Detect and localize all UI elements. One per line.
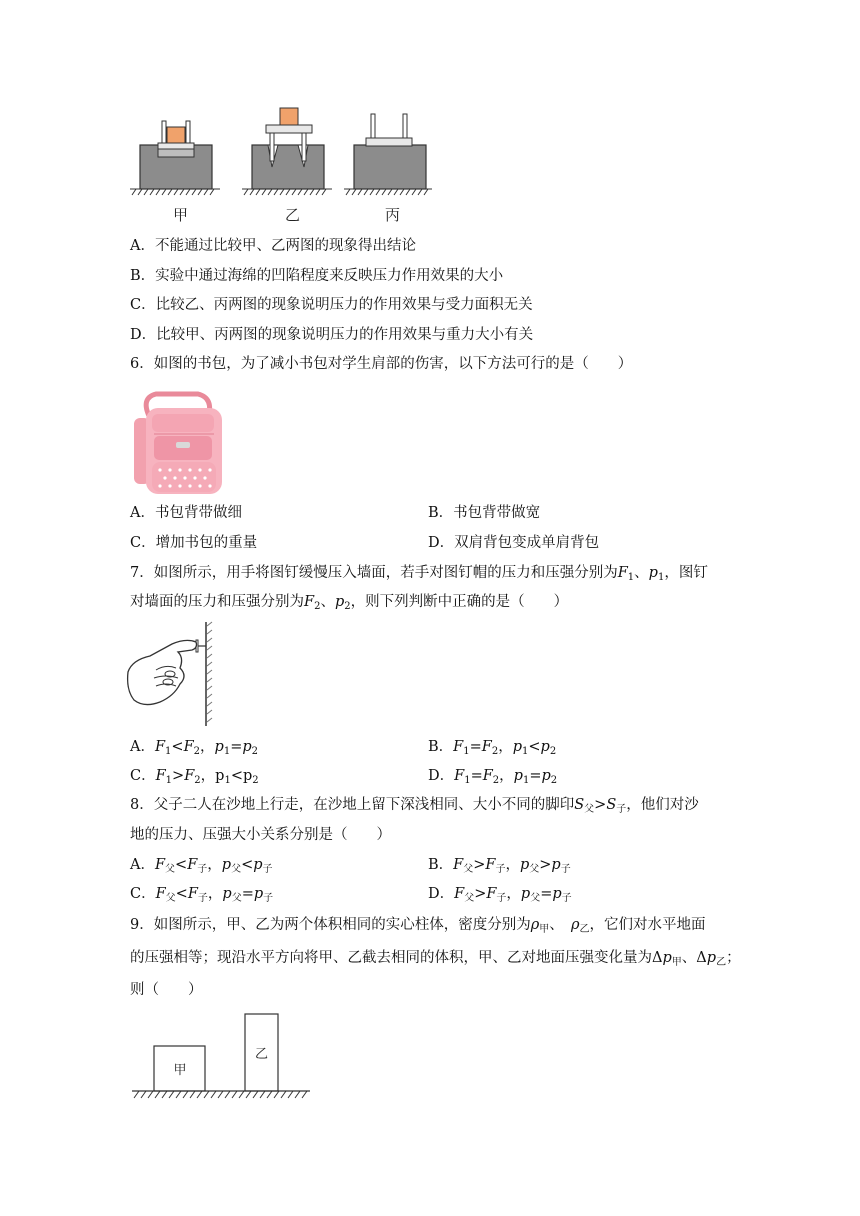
- q7-thumbtack-figure: [126, 620, 218, 730]
- q7-option-c: C．$F_1>F_2$，$p_1<p_2$: [130, 768, 259, 786]
- q9-label-jia: 甲: [173, 1063, 187, 1078]
- q7-stem-symbols-1: $F_1$、$p_1$: [617, 565, 665, 583]
- q7-stem-symbols-2: $F_2$、$p_2$: [304, 594, 351, 612]
- q9-stem-1b: ，它们对水平地面: [589, 917, 706, 933]
- q7-option-d: D．$F_1=F_2$，$p_1=p_2$: [428, 768, 558, 786]
- q5-label-bing: 丙: [385, 206, 401, 224]
- q7-stem-line-2: [130, 592, 568, 617]
- q9-stem-line-3: 则（ ）: [130, 982, 203, 998]
- q9-figure: [130, 1010, 312, 1102]
- q5-ground: [130, 189, 432, 195]
- q9-stem-delta: $\Delta p_甲$、$\Delta p_乙$；: [652, 950, 741, 968]
- q9-stem-line-1: [130, 915, 706, 940]
- q8-option-c: C．$F_父<F_子$，$p_父=p_子$: [130, 886, 274, 904]
- q6-backpack-image: [128, 388, 228, 496]
- q6-option-b: B．书包背带做宽: [428, 505, 541, 521]
- q7-option-b: B．$F_1=F_2$，$p_1<p_2$: [428, 739, 557, 757]
- q7-option-a: A．$F_1<F_2$，$p_1=p_2$: [130, 739, 259, 757]
- q7-stem-1b: ，图钉: [664, 565, 708, 581]
- q8-stem-1a: 8．父子二人在沙地上行走，在沙地上留下深浅相同、大小不同的脚印: [130, 797, 575, 813]
- q7-stem-2b: ，则下列判断中正确的是（ ）: [350, 594, 569, 610]
- q5-label-jia: 甲: [173, 206, 189, 224]
- q9-stem-rho: $\rho_甲$、 $\rho_乙$: [530, 917, 590, 935]
- q5-option-a: A．不能通过比较甲、乙两图的现象得出结论: [130, 238, 416, 254]
- q5-figure-bing: [354, 114, 426, 189]
- q5-label-yi: 乙: [285, 206, 301, 224]
- q7-stem-line-1: [130, 563, 708, 588]
- q8-stem-1b: ，他们对沙: [626, 797, 699, 813]
- q5-figure: [128, 105, 433, 200]
- q9-stem-1a: 9．如图所示，甲、乙为两个体积相同的实心柱体，密度分别为: [130, 917, 531, 933]
- q6-option-d: D．双肩背包变成单肩背包: [428, 535, 600, 551]
- q6-option-a: A．书包背带做细: [130, 505, 242, 521]
- q8-stem-inequality: $S_父>S_子$: [574, 797, 627, 815]
- q6-stem: 6．如图的书包，为了减小书包对学生肩部的伤害，以下方法可行的是（ ）: [130, 356, 633, 372]
- q5-option-d: D．比较甲、丙两图的现象说明压力的作用效果与重力大小有关: [130, 327, 534, 343]
- q5-figure-jia: [140, 121, 212, 189]
- q8-stem-line-1: [130, 795, 699, 820]
- q9-stem-line-2: [130, 948, 741, 973]
- q5-option-c: C．比较乙、丙两图的现象说明压力的作用效果与受力面积无关: [130, 297, 533, 313]
- q5-figure-yi: [252, 108, 324, 189]
- q8-option-b: B．$F_父>F_子$，$p_父>p_子$: [428, 857, 571, 875]
- q5-option-b: B．实验中通过海绵的凹陷程度来反映压力作用效果的大小: [130, 268, 504, 284]
- q9-stem-2a: 的压强相等；现沿水平方向将甲、乙截去相同的体积，甲、乙对地面压强变化量为: [130, 950, 652, 966]
- q8-option-a: A．$F_父<F_子$，$p_父<p_子$: [130, 857, 273, 875]
- q8-stem-line-2: 地的压力、压强大小关系分别是（ ）: [130, 827, 391, 843]
- q7-stem-2a: 对墙面的压力和压强分别为: [130, 594, 304, 610]
- q6-option-c: C．增加书包的重量: [130, 535, 258, 551]
- q8-option-d: D．$F_父>F_子$，$p_父=p_子$: [428, 886, 572, 904]
- q7-stem-1a: 7．如图所示，用手将图钉缓慢压入墙面，若手对图钉帽的压力和压强分别为: [130, 565, 618, 581]
- q9-label-yi: 乙: [254, 1047, 269, 1062]
